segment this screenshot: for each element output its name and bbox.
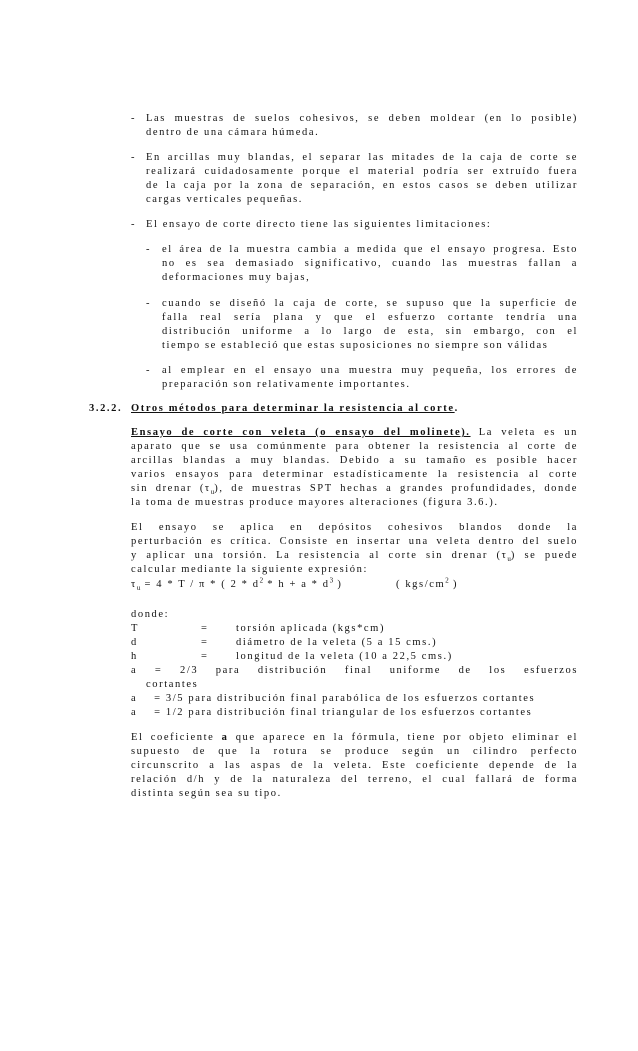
paragraph3-line: supuesto de que la rotura se produce según un cilindro perfecto [131,746,578,757]
paragraph2-line: perturbación es crítica. Consiste en insertar una veleta dentro del suelo [131,536,578,547]
subbullet2-line: distribución uniforme a lo largo de esta, sin embargo, con el [162,326,578,337]
bullet1-line: Las muestras de suelos cohesivos, se deben moldear (en lo posible) [146,113,578,124]
paragraph1-line: arcillas blandas a muy blandas. Debido a su tamaño es posible hacer [131,455,578,466]
subbullet3-line: preparación son relativamente importantes. [162,379,411,390]
bullet1-line: dentro de una cámara húmeda. [146,127,320,138]
paragraph2-line: y aplicar una torsión. La resistencia al corte sin drenar $(\tau_u)$ se puede [131,550,578,564]
subbullet2-line: tiempo se estableció que estas suposiciones no siempre son válidas [162,340,549,351]
definition-description: longitud de la veleta (10 a 22,5 cms.) [236,651,453,662]
bullet2-line: realizará cuidadosamente porque el material podría ser extruído fuera [146,166,578,177]
bullet2-line: cargas verticales pequeñas. [146,194,303,205]
paragraph1-heading: Ensayo de corte con veleta (o ensayo del molinete). [131,427,471,438]
paragraph2-line: El ensayo se aplica en depósitos cohesivos blandos donde la [131,522,578,533]
definitions-label: donde: [131,609,170,620]
definition-equals: = [201,651,209,662]
bullet-dash: - [131,152,135,163]
bullet-dash: - [131,219,135,230]
definition-equals: = [201,637,209,648]
bullet2-line: En arcillas muy blandas, el separar las mitades de la caja de corte se [146,152,578,163]
subbullet-dash: - [146,298,150,309]
subbullet-dash: - [146,365,150,376]
subbullet1-line: el área de la muestra cambia a medida que el ensayo progresa. Esto [162,244,578,255]
paragraph2-line: calcular mediante la siguiente expresión: [131,564,369,575]
definition-equals: = [201,623,209,634]
bullet3-line: El ensayo de corte directo tiene las siguientes limitaciones: [146,219,492,230]
paragraph1-line: sin drenar $(\tau_u)$, de muestras SPT hechas a grandes profundidades, donde [131,483,578,497]
paragraph3-line: El coeficiente a que aparece en la fórmula, tiene por objeto eliminar el [131,732,579,743]
subbullet1-line: no es sea demasiado significativo, cuando las muestras fallan a [162,258,578,269]
subbullet3-line: al emplear en el ensayo una muestra muy pequeña, los errores de [162,365,578,376]
subbullet2-line: cuando se diseñó la caja de corte, se supuso que la superficie de [162,298,578,309]
definition-symbol: d [131,637,138,648]
paragraph3-line: distinta según sea su tipo. [131,788,282,799]
paragraph3-line: relación d/h y de la naturaleza del terreno, el cual fallará de forma [131,774,578,785]
paragraph1-line: aparato que se usa comúnmente para obtener la resistencia al corte de [131,441,578,452]
section-number: 3.2.2. [89,403,123,414]
paragraph1-line: la toma de muestras produce mayores alteraciones (figura 3.6.). [131,497,499,508]
subbullet-dash: - [146,244,150,255]
subbullet2-line: falla real sería plana y que el esfuerzo cortante tendría una [162,312,578,323]
bullet-dash: - [131,113,135,124]
section-title: Otros métodos para determinar la resistencia al corte. [131,403,459,414]
definition-a-line: a = 3/5 para distribución final parabólica de los esfuerzos cortantes [131,693,536,704]
definition-symbol: T [131,623,140,634]
paragraph1-line: Ensayo de corte con veleta (o ensayo del molinete). La veleta es un [131,427,578,438]
paragraph3-line: circunscrito a las aspas de la veleta. Este coeficiente depende de la [131,760,578,771]
paragraph1-line: varios ensayos para determinar estadísticamente la resistencia al corte [131,469,578,480]
definition-symbol: h [131,651,138,662]
definition-a-line: a = 1/2 para distribución final triangular de los esfuerzos cortantes [131,707,533,718]
subbullet1-line: deformaciones muy bajas, [162,272,311,283]
formula-units: ( kgs/$cm^2$ ) [396,576,459,590]
definition-description: torsión aplicada (kgs*cm) [236,623,386,634]
definition-description: diámetro de la veleta (5 a 15 cms.) [236,637,438,648]
formula: $\tau_u = 4 * T / \pi$ * ( $2 * d^2 * h + a * d^3$ ) [131,576,343,593]
definition-a-line: a = 2/3 para distribución final uniforme de los esfuerzos [131,665,578,676]
definition-a-line: cortantes [146,679,199,690]
bullet2-line: de la caja por la zona de separación, en estos casos se deben utilizar [146,180,578,191]
